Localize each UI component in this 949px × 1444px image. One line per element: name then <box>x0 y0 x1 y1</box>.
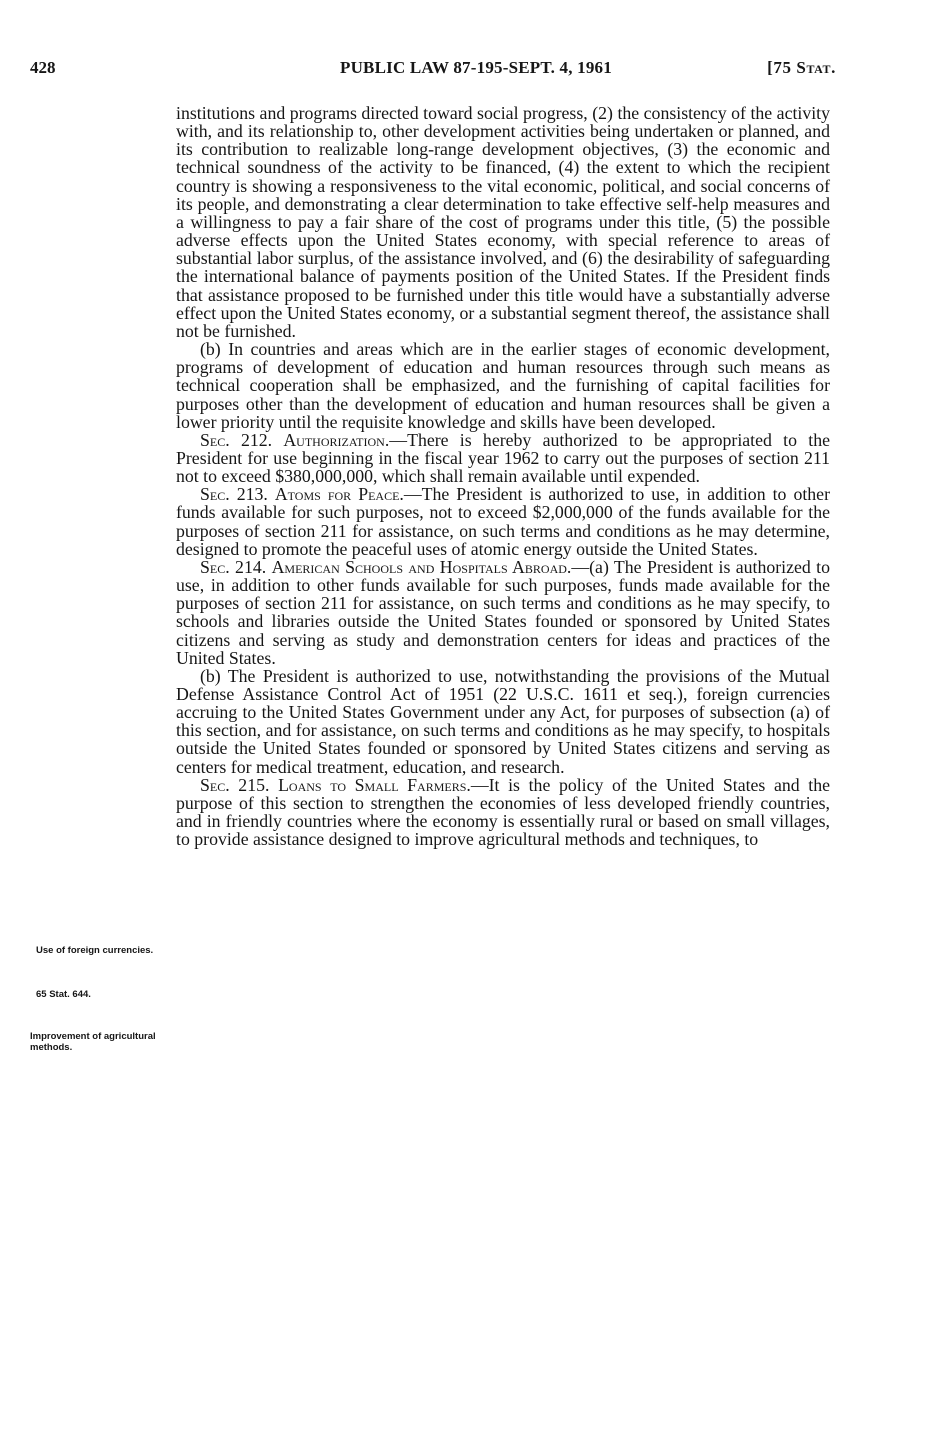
section-215 <box>176 776 830 849</box>
body-text <box>176 104 830 848</box>
section-214-heading: American Schools and Hospitals Abroad. <box>271 556 572 577</box>
section-212-label: Sec. 212. <box>200 429 273 450</box>
margin-note-stat-reference: 65 Stat. 644. <box>36 989 91 1000</box>
running-title: PUBLIC LAW 87-195-SEPT. 4, 1961 <box>340 58 612 77</box>
section-215-text: —It is the policy of the United States and the purpose of this section to strengthen the economies of less developed friendly countries, and in friendly countries where the economy is essentially rural or based on small villages, to provide assistance designed to improve agricultural methods and techniques, to <box>176 774 830 850</box>
section-212-heading: Authorization. <box>283 429 390 450</box>
section-213-text: —The President is authorized to use, in addition to other funds available for such purposes, not to exceed $2,000,000 of the funds available for the purposes of section 211 for assistance, on such terms and conditions as he may determine, designed to promote the peaceful uses of atomic energy outside the United States. <box>176 484 830 559</box>
page-header <box>30 58 836 84</box>
margin-note-improvement-agricultural: Improvement of agricultural methods. <box>30 1031 156 1053</box>
volume-reference: [75 Stat. <box>767 58 836 77</box>
paragraph-continued: institutions and programs directed toward social progress, (2) the consistency of the activity with, and its relationship to, other development activities being undertaken or planned, and its contribution to realizable long-range development objectives, (3) the economic and technical soundness of the activity to be financed, (4) the extent to which the recipient country is showing a responsiveness to the vital economic, political, and social concerns of its people, and demonstrating a clear determination to take effective self-help measures and a willingness to pay a fair share of the cost of programs under this title, (5) the possible adverse effects upon the United States economy, with special reference to areas of substantial labor surplus, of the assistance involved, and (6) the desirability of safeguarding the international balance of payments position of the United States. If the President finds that assistance proposed to be furnished under this title would have a substantially adverse effect upon the United States economy, or a substantial segment thereof, the assistance shall not be furnished. <box>176 103 830 341</box>
section-212-text: —There is hereby authorized to be appropriated to the President for use beginning in the fiscal year 1962 to carry out the purposes of section 211 not to exceed $380,000,000, which shall remain available until expended. <box>176 429 830 487</box>
margin-note-use-of-foreign-currencies: Use of foreign currencies. <box>36 945 154 956</box>
section-213-heading: Atoms for Peace. <box>274 484 404 505</box>
paragraph-subsection-b: (b) In countries and areas which are in the earlier stages of economic development, programs of development of education and human resources through such means as technical cooperation shall be emphasized, and the furnishing of capital facilities for purposes other than the development of education and human resources shall be given a lower priority until the requisite knowledge and skills have been developed. <box>176 339 830 432</box>
section-214 <box>176 558 830 667</box>
section-212 <box>176 431 830 485</box>
section-213-label: Sec. 213. <box>200 484 268 505</box>
section-215-heading: Loans to Small Farmers. <box>278 774 471 795</box>
section-213 <box>176 485 830 558</box>
section-214-text: —(a) The President is authorized to use, in addition to other funds available for such purposes, funds made available for the purposes of section 211 for assistance, on such terms and conditions as he may specify, to schools and libraries outside the United States founded or sponsored by United States citizens and serving as study and demonstration centers for ideas and practices of the United States. <box>176 556 830 668</box>
page-number: 428 <box>30 58 56 77</box>
section-214-label: Sec. 214. <box>200 556 267 577</box>
section-215-label: Sec. 215. <box>200 774 270 795</box>
section-214-subsection-b: (b) The President is authorized to use, notwithstanding the provisions of the Mutual Defense Assistance Control Act of 1951 (22 U.S.C. 1611 et seq.), foreign currencies accruing to the United States Government under any Act, for purposes of subsection (a) of this section, and for assistance, on such terms and conditions as he may specify, to hospitals outside the United States founded or sponsored by United States citizens and serving as centers for medical treatment, education, and research. <box>176 665 830 777</box>
